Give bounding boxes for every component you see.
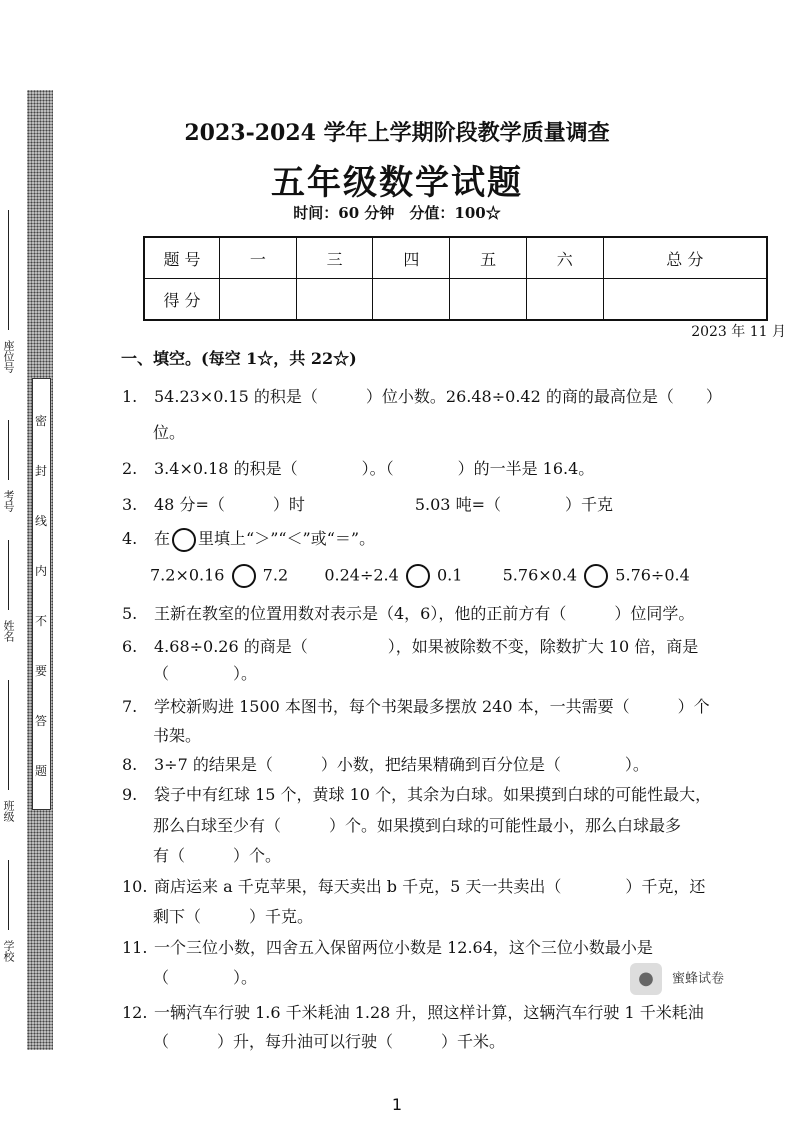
score-cell[interactable] xyxy=(603,279,767,321)
table-cell: 一 xyxy=(220,237,297,279)
page-number: 1 xyxy=(391,1095,403,1114)
table-cell: 题 号 xyxy=(144,237,220,279)
question-text: 书架。 xyxy=(153,726,202,745)
question-text: 3.4×0.18 的积是（ ）。（ ）的一半是 16.4。 xyxy=(154,459,595,478)
question-11 xyxy=(122,935,653,958)
score-cell[interactable] xyxy=(526,279,603,321)
circle-icon xyxy=(172,528,196,552)
exam-meta: 时间：60 分钟 分值：100☆ xyxy=(293,204,501,222)
question-text: 4.68÷0.26 的商是（ ），如果被除数不变，除数扩大 10 倍，商是 xyxy=(154,637,699,656)
table-cell: 四 xyxy=(373,237,450,279)
question-1 xyxy=(122,384,722,407)
question-text: 一辆汽车行驶 1.6 千米耗油 1.28 升，照这样计算，这辆汽车行驶 1 千米耗油 xyxy=(154,1003,704,1022)
question-text: 一个三位小数，四舍五入保留两位小数是 12.64，这个三位小数最小是 xyxy=(154,938,653,957)
question-text: 剩下（ ）千克。 xyxy=(153,907,314,926)
seal-char: 答 xyxy=(34,714,47,728)
comparison-left: 0.24÷2.4 xyxy=(324,565,399,585)
question-text: （ ）升，每升油可以行驶（ ）千米。 xyxy=(153,1032,506,1051)
question-text: （ ）。 xyxy=(153,968,258,987)
seal-char: 题 xyxy=(34,764,47,778)
question-number: 11. xyxy=(122,938,148,957)
question-number: 3. xyxy=(122,495,138,514)
question-text: 在 xyxy=(154,529,171,548)
seal-char: 不 xyxy=(34,614,47,628)
exam-series-title: 2023-2024 学年上学期阶段教学质量调查 xyxy=(184,120,610,146)
question-text: 学校新购进 1500 本图书，每个书架最多摆放 240 本，一共需要（ ）个 xyxy=(154,697,710,716)
question-text: 3÷7 的结果是（ ）小数，把结果精确到百分位是（ ）。 xyxy=(154,755,649,774)
section-heading: 一、填空。(每空 1☆，共 22☆) xyxy=(121,349,357,368)
exam-number-line xyxy=(8,420,9,480)
question-7 xyxy=(122,694,710,717)
question-text: （ ）。 xyxy=(153,664,258,683)
question-text: 袋子中有红球 15 个，黄球 10 个，其余为白球。如果摸到白球的可能性最大， xyxy=(154,785,712,804)
exam-date: 2023 年 11 月 xyxy=(691,324,786,340)
question-text: 位。 xyxy=(153,423,186,442)
seat-number-line xyxy=(8,210,9,330)
question-text: 商店运来 a 千克苹果，每天卖出 b 千克，5 天一共卖出（ ）千克，还 xyxy=(154,877,706,896)
table-cell: 三 xyxy=(296,237,373,279)
score-cell[interactable] xyxy=(450,279,527,321)
comparison-circle-input[interactable] xyxy=(406,564,430,588)
question-number: 1. xyxy=(122,387,138,406)
question-4-comparisons xyxy=(150,564,690,588)
class-label: 班级 xyxy=(2,800,15,822)
seat-number-label: 座位号 xyxy=(2,340,15,373)
comparison-left: 7.2×0.16 xyxy=(150,565,225,585)
question-text: 那么白球至少有（ ）个。如果摸到白球的可能性最小，那么白球最多 xyxy=(153,816,682,835)
question-2 xyxy=(122,456,594,479)
question-12 xyxy=(122,1000,704,1023)
exam-title: 五年级数学试题 xyxy=(271,163,523,203)
question-text: 有（ ）个。 xyxy=(153,846,282,865)
table-cell: 五 xyxy=(450,237,527,279)
question-number: 9. xyxy=(122,785,138,804)
table-cell: 六 xyxy=(526,237,603,279)
seal-char: 内 xyxy=(34,564,47,578)
question-number: 7. xyxy=(122,697,138,716)
seal-char: 线 xyxy=(34,514,47,528)
comparison-circle-input[interactable] xyxy=(584,564,608,588)
question-number: 5. xyxy=(122,604,138,623)
table-cell: 总 分 xyxy=(603,237,767,279)
question-8 xyxy=(122,752,649,775)
seal-char: 要 xyxy=(34,664,47,678)
question-9 xyxy=(122,782,711,805)
class-line xyxy=(8,680,9,790)
comparison-right: 0.1 xyxy=(436,565,463,585)
comparison-right: 7.2 xyxy=(262,565,289,585)
watermark xyxy=(630,963,724,995)
seal-char: 封 xyxy=(34,464,47,478)
question-number: 2. xyxy=(122,459,138,478)
table-cell: 得 分 xyxy=(144,279,220,321)
name-line xyxy=(8,540,9,610)
comparison-left: 5.76×0.4 xyxy=(502,565,578,585)
exam-number-label: 考号 xyxy=(2,490,15,512)
question-text: 王新在教室的位置用数对表示是（4，6），他的正前方有（ ）位同学。 xyxy=(154,604,695,623)
question-text: 里填上“＞”“＜”或“＝”。 xyxy=(198,529,376,548)
question-number: 4. xyxy=(122,529,138,548)
bee-logo-icon: ● xyxy=(630,963,662,995)
score-cell[interactable] xyxy=(220,279,297,321)
question-number: 10. xyxy=(122,877,148,896)
question-6 xyxy=(122,634,698,657)
comparison-right: 5.76÷0.4 xyxy=(615,565,690,585)
question-3 xyxy=(122,492,613,515)
school-label: 学校 xyxy=(2,940,15,962)
score-table-header-row xyxy=(144,237,767,279)
score-table-score-row xyxy=(144,279,767,321)
score-cell[interactable] xyxy=(296,279,373,321)
question-10 xyxy=(122,874,705,897)
school-line xyxy=(8,860,9,930)
question-number: 12. xyxy=(122,1003,148,1022)
seal-char: 密 xyxy=(34,414,47,428)
question-text: 5.03 吨=（ ）千克 xyxy=(414,495,613,514)
name-label: 姓名 xyxy=(2,620,15,642)
watermark-text: 蜜蜂试卷 xyxy=(672,971,725,987)
score-table xyxy=(143,236,768,321)
question-number: 8. xyxy=(122,755,138,774)
seal-line-box xyxy=(32,378,51,810)
comparison-circle-input[interactable] xyxy=(232,564,256,588)
score-cell[interactable] xyxy=(373,279,450,321)
question-text: 48 分=（ ）时 xyxy=(154,495,305,514)
question-number: 6. xyxy=(122,637,138,656)
question-4 xyxy=(122,526,375,552)
question-text: 54.23×0.15 的积是（ ）位小数。26.48÷0.42 的商的最高位是（ ） xyxy=(154,387,722,406)
question-5 xyxy=(122,601,694,624)
